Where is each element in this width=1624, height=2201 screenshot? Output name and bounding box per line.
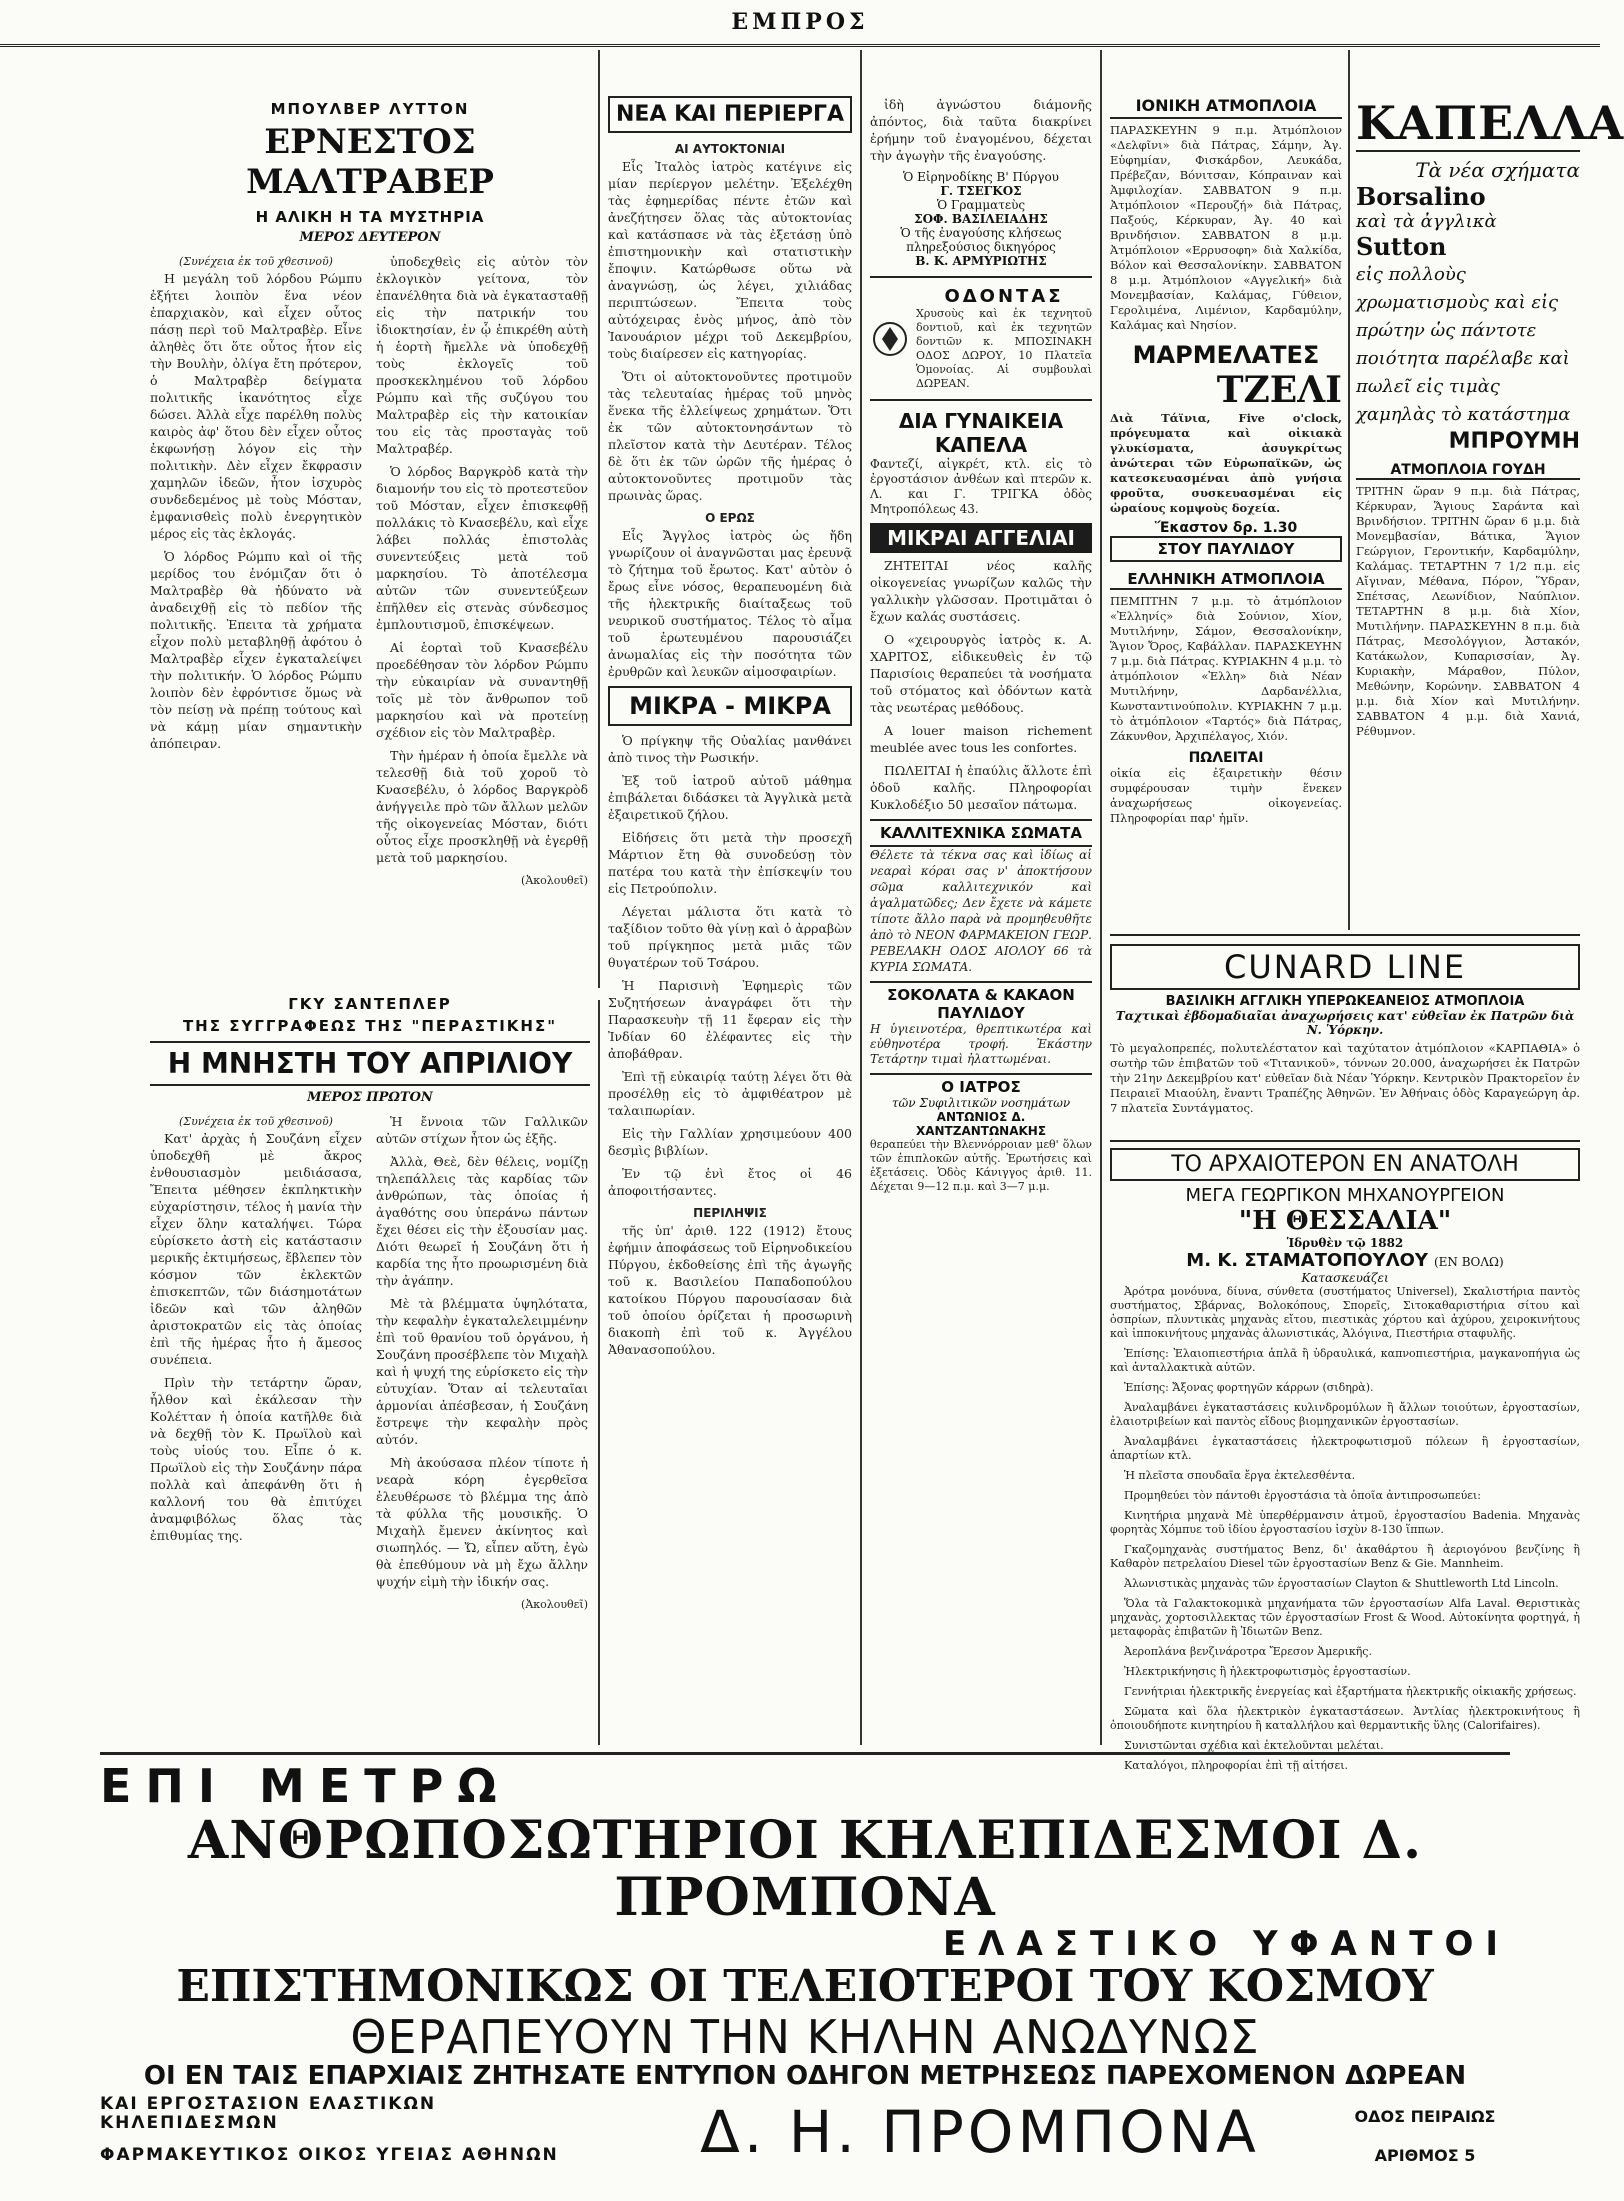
- paragraph: Ἐπίσης: Ἐλαιοπιεστήρια ἁπλᾶ ἢ ὑδραυλικά, καπνοπιεστήρια, μαγκανοπήγια ὡς καὶ ἀνταλλακτικὰ αὐτῶν.: [1110, 1347, 1580, 1374]
- thessalia-owner-place: (ΕΝ ΒΟΛΩ): [1433, 1255, 1504, 1269]
- ad-number: ΑΡΙΘΜΟΣ 5: [1374, 2146, 1476, 2166]
- hats-ad-title: ΚΑΠΕΛΛΑ: [1356, 96, 1624, 150]
- paragraph: Ἐπὶ τῇ εὐκαιρίᾳ ταύτῃ λέγει ὅτι θὰ προσέλθῃ εἰς τὸ ἀμφιθέατρον μὲ ταλαιπωρίαν.: [608, 1069, 852, 1118]
- marmalade-title: ΜΑΡΜΕΛΑΤΕΣ: [1132, 341, 1320, 369]
- paragraph: Εἷς Ἄγγλος ἰατρὸς ὡς ἤδη γνωρίζουν οἱ ἀναγνῶσται μας ἐρευνᾷ τὸ ζήτημα τοῦ ἔρωτος. Κατ' αὐτὸν ὁ ἔρως εἶνε νόσος, θεραπευομένη διὰ τῆς ἡλεκτρικῆς διαίταξεως τοῦ νευρικοῦ συστήματος. Τέλος τὸ αἷμα τοῦ ἐρωτευμένου παρουσιάζει ἀνωμαλίας εἰς τὴν ποσότητα τῶν ἐρυθρῶν καὶ λευκῶν αἱμοσφαιρίων.: [608, 528, 852, 679]
- corsets-text: Θέλετε τὰ τέκνα σας καὶ ἰδίως αἱ νεαραὶ κόραι σας ν' ἀποκτήσουν σῶμα καλλιτεχνικόν καὶ ἀγαλματῶδες; Δεν ἔχετε νὰ κάμετε τίποτε ἄλλο παρὰ νὰ προμηθευθῆτε ἀπὸ τὸ ΝΕΟΝ ΦΑΡΜΑΚΕΙΟΝ ΓΕΩΡ. ΡΕΒΕΛΑΚΗ ΟΔΟΣ ΑΙΟΛΟΥ 66 τὰ ΚΥΡΙΑ ΣΩΜΑΤΑ.: [870, 848, 1092, 974]
- ad-line-4: ΕΠΙΣΤΗΜΟΝΙΚΩΣ ΟΙ ΤΕΛΕΙΟΤΕΡΟΙ ΤΟΥ ΚΟΣΜΟΥ: [176, 1961, 1434, 2013]
- thessalia-title: ΜΕΓΑ ΓΕΩΡΓΙΚΟΝ ΜΗΧΑΝΟΥΡΓΕΙΟΝ: [1185, 1185, 1505, 1206]
- signature-name: Β. Κ. ΑΡΜΥΡΙΩΤΗΣ: [915, 254, 1047, 268]
- cunard-title: CUNARD LINE: [1110, 944, 1580, 990]
- thessalia-owner: Μ. Κ. ΣΤΑΜΑΤΟΠΟΥΛΟΥ: [1186, 1250, 1428, 1271]
- paragraph: Ἡ πλεῖστα σπουδαῖα ἔργα ἐκτελεσθέντα.: [1124, 1469, 1356, 1482]
- dentist-text: Χρυσοὺς καὶ ἐκ τεχνητοῦ δοντιοῦ, καὶ ἐκ τεχνητῶν δοντιῶν κ. ΜΠΟΣΙΝΑΚΗ ΟΔΟΣ ΔΩΡΟΥ, 10 Πλατεῖα Ὁμονοίας. Αἱ συμβουλαὶ ΔΩΡΕΑΝ.: [916, 307, 1092, 390]
- chocolate-title: ΣΟΚΟΛΑΤΑ & ΚΑΚΑΟΝ ΠΑΥΛΙΔΟΥ: [870, 981, 1092, 1022]
- thessalia-founded: Ἱδρυθὲν τῷ 1882: [1286, 1236, 1404, 1250]
- paragraph: Ἡ ἔννοια τῶν Γαλλικῶν αὐτῶν στίχων ἦτον ὡς ἑξῆς.: [376, 1114, 588, 1146]
- ads-column-6: [1356, 96, 1624, 926]
- feuilleton-subtitle: Η ΑΛΙΚΗ Η ΤΑ ΜΥΣΤΗΡΙΑ: [255, 208, 485, 226]
- paragraph: Αἱ ἑορταὶ τοῦ Κνασεβέλυ προεδέθησαν τὸν λόρδον Ρώμπυ τὴν εὐκαιρίαν νὰ συναντηθῇ τοῖς μὲ τὸν ἄνθρωπον τοῦ μαρκησίου καὶ νὰ προτείνῃ σχέδιον εἰς τὸν Μαλτραβὲρ.: [376, 640, 588, 740]
- paragraph: Συνιστῶνται σχέδια καὶ ἐκτελοῦνται μελέται.: [1124, 1739, 1384, 1752]
- thessalia-title: ΤΟ ΑΡΧΑΙΟΤΕΡΟΝ ΕΝ ΑΝΑΤΟΛΗ: [1110, 1148, 1580, 1181]
- signature: Ὁ Γραμματεὺς: [936, 198, 1026, 212]
- goudi-line-text: ΤΡΙΤΗΝ ὥραν 9 π.μ. διὰ Πάτρας, Κέρκυραν, Ἅγιους Σαράντα καὶ Βρινδήσιον. ΤΡΙΤΗΝ ὥραν 6 μ.μ. διὰ Μονεμβασίαν, Βάτικα, Ἅγιον Γεώργιον, Γεροντικήν, Καρδαμύλην, Καλάμας. ΤΕΤΑΡΤΗΝ 7 1/2 π.μ. εἰς Αἴγιναν, Μέθανα, Πόρον, Ὕδραν, Σπέτσας, Λεωνίδιον, Ναύπλιον. ΤΕΤΑΡΤΗΝ 8 μ.μ. διὰ Χίον, Μυτιλήνην. ΠΑΡΑΣΚΕΥΗΝ 8 π.μ. διὰ Πάτρας, Μεσολόγγιον, Ἀστακόν, Κατάκωλον, Κυπαρισσίαν, Ἀγ. Κυριακὴν, Μάραθον, Πύλον, Μεθώνην, Κορώνην. ΣΑΒΒΑΤΟΝ 4 μ.μ. διὰ Χίον καὶ Μυτιλήνην. ΣΑΒΒΑΤΟΝ 4 μ.μ. διὰ Χανιά, Ρέθυμνον.: [1356, 484, 1580, 738]
- column-rule: [1100, 50, 1102, 1745]
- paragraph: Ἀναλαμβάνει ἐγκαταστάσεις κυλινδρομύλων ἢ ἄλλων τοιούτων, ἐργοστασίων, ἐλαιοτριβείων καὶ παντὸς εἴδους βιομηχανικῶν ἐργοστασίων.: [1110, 1401, 1580, 1428]
- dentist-title: ΟΔΟΝΤΑΣ: [944, 286, 1064, 307]
- paragraph: Η μεγάλη τοῦ λόρδου Ρώμπυ ἐξήτει λοιπὸν ἕνα νέον ἐπαρχιακὸν, καὶ εἶχεν οὗτος πάσῃ περὶ τοῦ Μαλτραβὲρ. Εἶνε ἀληθὲς ὅτι ὅτε οὗτος ἦτον εἰς τὴν Βουλὴν, ὀλίγα ἔτη πρότερον, ὁ Μαλτραβὲρ δείγματα πολιτικῆς ἱκανότητος εἶχε δώσει. Ἀλλὰ εἶχε παρέλθη πολὺς καιρὸς ἀφ' ὅτου δὲν εἶχεν οὗτος ἐκφωνήσῃ λόγον εἰς τὴν πολιτικὴν. Δὲν εἶχεν ἔκφρασιν χαμηλῶν ἰδεῶν, ἦτον ἰσχυρὸς συνδεδεμένος μὲ τοὺς Μόσταν, ἐμφανισθεὶς πολὺ ἐνεργητικὸν μέρος εἰς τὰς ἐκλογάς.: [150, 271, 362, 541]
- paragraph: Ἀλλὰ, Θεὲ, δὲν θέλεις, νομίζῃ τηλεπάλλεις τὰς καρδίας τῶν ἀνθρώπων, τὰς ὁποίας ἡ ἀγαθότης σου ὑπεράνω πάντων ἔχει θέσει εἰς τὴν ἐξουσίαν μας. Διότι θεωρεῖ ἡ Σουζάνη ὅτι ἡ καρδία της ἦτο προωρισμένη διὰ τὴν ἀγάπην.: [376, 1154, 588, 1288]
- column-rule: [860, 50, 862, 1745]
- greek-line-title: ΕΛΛΗΝΙΚΗ ΑΤΜΟΠΛΟΙΑ: [1110, 570, 1342, 590]
- paragraph: Ὁ λόρδος Ρώμπυ καὶ οἱ τῆς μερίδος του ἐνόμιζαν ὅτι ὁ Μαλτραβὲρ θὰ ἠδύνατο νὰ ἀναδειχθῇ εἰς τὸ πεδίον τῆς πολιτικῆς. Ἐπειτα τὰ χρήματα εἶχον πολὺ μεταβληθῇ ἀφότου ὁ Μαλτραβὲρ εἶχεν ἐγκαταλείψει τὴν πολιτικήν. Ὁ λόρδος Ρώμπυ λοιπὸν δὲν ἐφρόντισε ὅμως νὰ τὸν πείσῃ νὰ πρέπῃ τούτους καὶ νὰ κάμῃ μίαν σημαντικὴν ἀπόπειραν.: [150, 549, 362, 751]
- corsets-title: ΚΑΛΛΙΤΕΧΝΙΚΑ ΣΩΜΑΤΑ: [870, 819, 1092, 847]
- paragraph: Εἷς Ἰταλὸς ἰατρὸς κατέγινε εἰς μίαν περίεργον μελέτην. Ἐξελέχθη τὰς ἐφημερίδας πέντε ἐτῶν καὶ ἀνεζήτησεν ὅλας τὰς αὐτοκτονίας καὶ κατάσπασε νὰ τὰς ἐξετάσῃ ὑπὸ ἐπιστημονικὴν καὶ στατιστικὴν ἔποψιν. Κατώρθωσε οὕτω νὰ ἀναγνώσῃ, ὡς λέγει, χιλιάδας περιπτώσεων. Ἔπειτα τοὺς αὐτόχειρας ἐνὸς μήνος, ἀπὸ τὸν Ἰανουάριον μέχρι τοῦ Δεκεμβρίου, τοὺς διαίρεσεν εἰς κατηγορίας.: [608, 159, 852, 361]
- summary-title: ΠΕΡΙΛΗΨΙΣ: [693, 1206, 767, 1220]
- doctor-subtitle: τῶν Συφιλιτικῶν νοσημάτων: [891, 1096, 1071, 1110]
- hats-ad-line: εἰς πολλοὺς χρωματισμοὺς καὶ εἰς πρώτην ὡς πάντοτε ποιότητα παρέλαβε καὶ πωλεῖ εἰς τιμὰς χαμηλὰς τὸ κατάστημα: [1356, 264, 1571, 425]
- column-rule: [1348, 50, 1350, 930]
- paragraph: Εἰς τὴν Γαλλίαν χρησιμεύουν 400 δεσμὶς βιβλίων.: [608, 1126, 852, 1158]
- hats-title: ΔΙΑ ΓΥΝΑΙΚΕΙΑ ΚΑΠΕΛΑ: [898, 409, 1064, 457]
- paragraph: Λέγεται μάλιστα ὅτι κατὰ τὸ ταξίδιον τοῦτο θὰ γίνῃ καὶ ὁ ἀρραβὼν τοῦ πρίγκηπος μετὰ μιᾶς τῶν θυγατέρων τοῦ Τσάρου.: [608, 904, 852, 970]
- news-item-title: ΑΙ ΑΥΤΟΚΤΟΝΙΑΙ: [674, 142, 786, 156]
- cunard-subtitle: Ταχτικαὶ ἐβδομαδιαῖαι ἀναχωρήσεις κατ' εὐθεῖαν ἐκ Πατρῶν διὰ Ν. Ὑόρκην.: [1115, 1009, 1575, 1037]
- feuilleton-author: ΓΚΥ ΣΑΝΤΕΠΛΕΡ: [288, 995, 452, 1013]
- for-sale-text: οἰκία εἰς ἐξαιρετικὴν θέσιν συμφέρουσαν τιμὴν ἕνεκεν ἀναχωρήσεως οἰκογενείας. Πληροφορίαι παρ' ἡμῖν.: [1110, 766, 1342, 825]
- ad-line-2: ΑΝΘΡΩΠΟΣΩΤΗΡΙΟΙ ΚΗΛΕΠΙΔΕΣΜΟΙ Δ. ΠΡΟΜΠΟΝΑ: [187, 1809, 1423, 1928]
- news-item-title: Ο ΕΡΩΣ: [705, 511, 755, 525]
- ad-line-1: ΕΠΙ ΜΕΤΡΩ: [100, 1759, 511, 1813]
- signature: Ὁ τῆς ἐναγούσης κλήσεως πληρεξούσιος δικηγόρος: [900, 226, 1062, 254]
- signature-name: Γ. ΤΣΕΓΚΟΣ: [940, 184, 1022, 198]
- feuilleton-part: ΜΕΡΟΣ ΠΡΩΤΟΝ: [307, 1090, 433, 1105]
- doctor-title: Ο ΙΑΤΡΟΣ: [870, 1073, 1092, 1096]
- cunard-text: Τὸ μεγαλοπρεπές, πολυτελέστατον καὶ ταχύτατον ἀτμόπλοιον «ΚΑΡΠΑΘΙΑ» ὁ σωτὴρ τῶν ἐπιβατῶν τοῦ «Τιτανικοῦ», τόννων 20.000, ἀναχωρήσει ἐκ Πατρῶν τὴν 21ην Δεκεμβρίου κατ' εὐθεῖαν διὰ Νέαν Ὑόρκην. Κεντρικὸν Πρακτορεῖον ἐν Πειραιεῖ Μιαούλη, ἔναντι Τραπέζης Ἀθηνῶν. Ἐν Ἀθήναις ὁδὸς Καραγεώργη ἀρ. 7 πλατεῖα Συντάγματος.: [1110, 1041, 1580, 1115]
- paragraph: Γεννήτριαι ἠλεκτρικῆς ἐνεργείας καὶ ἐξαρτήματα ἠλεκτρικῆς οἰκιακῆς χρήσεως.: [1124, 1685, 1577, 1698]
- feuilleton-series: ΤΗΣ ΣΥΓΓΡΑΦΕΩΣ ΤΗΣ "ΠΕΡΑΣΤΙΚΗΣ": [182, 1017, 558, 1035]
- hats-text: Φαντεζί, αἰγκρέτ, κτλ. εἰς τὸ ἐργοστάσιον ἀνθέων καὶ πτερῶν κ. Λ. και Γ. ΤΡΙΓΚΑ ὁδὸς Μητροπόλεως 43.: [870, 457, 1092, 516]
- continued-note: (Συνέχεια ἐκ τοῦ χθεσινοῦ): [179, 255, 333, 268]
- paragraph: Εἰδήσεις ὅτι μετὰ τὴν προσεχῆ Μάρτιον ἔτη θὰ συνοδεύσῃ τὸν πατέρα του κατὰ τὴν ἐπίσκεψίν του εἰς Πετρούπολιν.: [608, 830, 852, 896]
- feuilleton-title: ΕΡΝΕΣΤΟΣ ΜΑΛΤΡΑΒΕΡ: [246, 122, 494, 202]
- paragraph: Ἀλωνιστικὰς μηχανὰς τῶν ἐργοστασίων Clayton & Shuttleworth Ltd Lincoln.: [1124, 1577, 1559, 1590]
- paragraph: Ὅλα τὰ Γαλακτοκομικὰ μηχανήματα τῶν ἐργοστασίων Alfa Laval. Θεριστικὰς μηχανὰς, χορτοσιλλεκτας τῶν ἐργοστασίων Frost & Wood. Αὐτοκίνητα φορτηγά, ἡ μεταφορὰς ἐπιβατῶν ἢ Ἰδιωτῶν Benz.: [1110, 1597, 1580, 1638]
- paragraph: Γκαζομηχανὰς συστήματος Benz, δι' ἀκαθάρτου ἢ ἀεριογόνου βενζίνης ἢ Καθαρὸν πετρελαίου Diesel τῶν ἐργοστασίων Benz & Gie. Mannheim.: [1110, 1543, 1580, 1570]
- classified: ΖΗΤΕΙΤΑΙ νέος καλῆς οἰκογενείας γνωρίζων καλῶς τὴν γαλλικὴν γλῶσσαν. Προτιμᾶται ὁ ἔχων καλάς συστάσεις.: [870, 558, 1092, 624]
- hats-ad-line: καὶ τὰ ἀγγλικὰ: [1356, 211, 1497, 232]
- marmalade-shop: ΣΤΟΥ ΠΑΥΛΙΔΟΥ: [1110, 536, 1342, 562]
- ads-column-5: [1110, 96, 1342, 926]
- hats-ad-shop: ΜΠΡΟΥΜΗ: [1448, 429, 1580, 454]
- ad-line-7: ΚΑΙ ΕΡΓΟΣΤΑΣΙΟΝ ΕΛΑΣΤΙΚΩΝ ΚΗΛΕΠΙΔΕΣΜΩΝ: [100, 2093, 437, 2133]
- hats-ad-line: Τὰ νέα σχήματα: [1415, 158, 1580, 182]
- marmalade-brand: ΤΖΕΛΙ: [1216, 369, 1342, 411]
- thessalia-ad: [1110, 1140, 1580, 1772]
- feuilleton-author: ΜΠΟΥΛΒΕΡ ΛΥΤΤΟΝ: [270, 100, 470, 118]
- paragraph: Ὁ λόρδος Βαργκρὸδ κατὰ τὴν διαμονήν του εἰς τὸ προτεστεῦον τοῦ Μόσταν, εἶχεν ἐπισκεφθῇ πολλάκις τὸ Κνασεβέλυ, καὶ εἶχε λάβει πολλάς ἐπιστολὰς συνεντεύξεις μετὰ τοῦ μαρκησίου. Τὸ ἀποτέλεσμα αὐτῶν τῶν συνεντεύξεων ἐπῆλθεν εἰς στενὰς σύνδεσμος ἐμπλουτισμοῦ, ἐπισκέψεων.: [376, 464, 588, 632]
- doctor-name: ΑΝΤΩΝΙΟΣ Δ. ΧΑΝΤΖΑΝΤΩΝΑΚΗΣ: [915, 1110, 1047, 1138]
- paragraph: τῆς ὑπ' ἀριθ. 122 (1912) ἔτους ἐφήμιν ἀποφάσεως τοῦ Εἰρηνοδικείου Πύργου, ἐκδοθείσης ἐπὶ τῆς ἀγωγῆς τοῦ κ. Βασιλείου Παπαδοπούλου κατοίκου Πύργου παρουσίασαν διὰ τοῦ ὁποίου ὁρίζεται ἡ προσωρινὴ διακοπὴ ἐπὶ τοῦ κ. Ἀγγέλου Ἀθανασοπούλου.: [608, 1223, 852, 1357]
- to-follow-note: (Ἀκολουθεῖ): [521, 1598, 588, 1611]
- paragraph: Ἡ Παρισινὴ Ἐφημερὶς τῶν Συζητήσεων ἀναγράφει ὅτι τὴν Παρασκευὴν τῇ 11 ἔφεραν εἰς τὴν Ἰνδίαν 60 ἐλέφαντες εἰς τὴν ἀποβάθραν.: [608, 978, 852, 1061]
- paragraph: Ἠλεκτρικήνησις ἢ ἠλεκτροφωτισμὸς ἐργοστασίων.: [1124, 1665, 1411, 1678]
- classifieds-title: ΜΙΚΡΑΙ ΑΓΓΕΛΙΑΙ: [870, 523, 1092, 553]
- brand-sutton: Sutton: [1356, 232, 1447, 261]
- crest-icon: [870, 319, 910, 359]
- marmalade-text: Διὰ Τάϊνια, Five o'clock, πρόγευματα καὶ οἰκιακὰ γλυκίσματα, ἀσυγκρίτως ἀνώτεραι τῶν Εὐρωπαϊκῶν, ὡς κατεσκευασμέναι ἀπὸ γνήσια φροῦτα, συσκευασμέναι εἰς ὡραίους κομψοὺς δοχεία.: [1110, 411, 1342, 515]
- chocolate-text: Η ὑγιεινοτέρα, θρεπτικωτέρα καὶ εὐθηνοτέρα τροφή. Ἐκάστην Τετάρτην τιμαὶ ἠλαττωμέναι.: [870, 1022, 1092, 1066]
- cunard-subtitle: ΒΑΣΙΛΙΚΗ ΑΓΓΛΙΚΗ ΥΠΕΡΩΚΕΑΝΕΙΟΣ ΑΤΜΟΠΛΟΙΑ: [1165, 994, 1525, 1009]
- thessalia-make: Κατασκευάζει: [1301, 1271, 1389, 1285]
- ad-line-5: ΘΕΡΑΠΕΥΟΥΝ ΤΗΝ ΚΗΛΗΝ ΑΝΩΔΥΝΩΣ: [350, 2009, 1260, 2064]
- classified: A louer maison richement meublée avec tous les confortes.: [870, 723, 1092, 755]
- ad-big-name: Δ. Η. ΠΡΟΜΠΟΝΑ: [700, 2098, 1260, 2167]
- paragraph: Ἐπίσης: Ἄξονας φορτηγῶν κάρρων (σιδηρὰ).: [1124, 1381, 1374, 1394]
- paragraph: Ὅτι οἱ αὐτοκτονοῦντες προτιμοῦν τὰς τελευταίας ἡμέρας τοῦ μηνὸς ἕνεκα τῆς ἐλλείψεως χρημάτων. Ὅτι ἐκ τῶν αὐτοκτονησάντων τὸ πλεῖστον κατὰ τὴν Δευτέραν. Τέλος δὲ ὅτι ἐκ τῶν ὡρῶν τῆς ἡμέρας ὁ αὐτοκτονοῦντες προτιμοῦν τὰς πρωινὰς ὥρας.: [608, 369, 852, 503]
- feuilleton-part: ΜΕΡΟΣ ΔΕΥΤΕΡΟΝ: [299, 230, 441, 245]
- paragraph: Πρὶν τὴν τετάρτην ὥραν, ἦλθον καὶ ἐκάλεσαν τὴν Κολέτταν ἡ ὁποία κατῆλθε διὰ νὰ δεχθῇ τὸν Κ. Πρωϊλοὺ καὶ τοὺς υἱούς του. Εἶπε ὁ κ. Πρωϊλοὺ εἰς τὴν Σουζάνην πάρα πολλὰ καὶ ἀπεφάνθη ὅτι ἡ καλλονή του θὰ ἐπιτύχει ἀναμφιβόλως ὅλας τὰς ἐπιθυμίας της.: [150, 1375, 362, 1543]
- feuilleton-title: Η ΜΝΗΣΤΗ ΤΟΥ ΑΠΡΙΛΙΟΥ: [150, 1041, 590, 1086]
- ionian-text: ΠΑΡΑΣΚΕΥΗΝ 9 π.μ. Ἀτμόπλοιον «Δελφῖνι» διὰ Πάτρας, Σάμην, Ἀγ. Εὐφημίαν, Φισκάρδον, Λευκάδα, Πρέβεζαν, Βόνιτσαν, Κόπραιναν καὶ Ἀμφιλοχίαν. ΣΑΒΒΑΤΟΝ 9 π.μ. Ἀτμόπλοιον «Περουζή» διὰ Πάτρας, Παξούς, Κέρκυραν, Ἀγ. 40 καὶ Βρινδήσιον. ΣΑΒΒΑΤΟΝ 8 μ.μ. Ἀτμόπλοιον «Ερρυσοφη» διὰ Χαλκίδα, Βόλον καὶ Θεσσαλονίκην. ΣΑΒΒΑΤΟΝ 8 μ.μ. Ἀτμόπλοιον «Αγγελική» διὰ Μονεμβασίαν, Καλάμας, Γύθειον, Γερολιμένα, Λιμένιον, Καρδαμύλην, Καλάμας καὶ Νησίον.: [1110, 123, 1342, 332]
- goudi-line-title: ΑΤΜΟΠΛΟΙΑ ΓΟΥΔΗ: [1356, 462, 1580, 480]
- paragraph: Ἀρότρα μονόυνα, δίυνα, σύνθετα (συστήματος Universel), Σκαλιστήρια παντὸς συστήματος, Σβάρνας, Βολοκόπους, Σπορεῖς, Σιτοκαθαριστήρια σίτου καὶ ὀσπρίων, πλυντικὰς μηχανὰς εἴτου, πιεστικὰς χόρτου καὶ ἀχύρου, χειροκινήτους καὶ ἱπποκινήτους μηχανὰς ἀλωνιστικάς, Ἀλόγινα, Πιεστήρια σταφυλῆς.: [1110, 1285, 1580, 1340]
- ad-line-3: ΕΛΑΣΤΙΚΟ ΥΦΑΝΤΟΙ: [942, 1923, 1510, 1964]
- ads-column-4: [870, 96, 1092, 1746]
- trusses-ad: [100, 1752, 1510, 2185]
- news-title: ΝΕΑ ΚΑΙ ΠΕΡΙΕΡΓΑ: [608, 96, 852, 133]
- news-column: [608, 96, 852, 1746]
- paragraph: Καταλόγοι, πληροφορίαι ἐπὶ τῇ αἰτήσει.: [1124, 1759, 1349, 1772]
- paragraph: Κατ' ἀρχὰς ἡ Σουζάνη εἶχεν ὑποδεχθῆ μὲ ἄκρος ἐνθουσιασμὸν μειδιάσασα, Ἔπειτα μέθησεν ἐκπληκτικὴν εὐχαρίστησιν, τέλος ἡ μανία τὴν εἶχεν ὅλην καταλήψει. Τώρα εὑρίσκετο ἀστὴ εἰς κατάστασιν μερικῆς ἐκτιμήσεως, ἔβλεπεν τὸν κόσμον τῶν ἐκλεκτῶν ἐπισκεπτῶν, τῶν διάσημοτάτων ἰδεῶν καὶ τῶν ἀληθῶν ἀριστοκρατῶν εἰς τὰς ὁποίας ἐπὶ τῆς ἡμέρας ἦτο ἡ ἄμεσος συνέπεια.: [150, 1131, 362, 1367]
- for-sale-title: ΠΩΛΕΙΤΑΙ: [1188, 750, 1264, 766]
- signature-name: ΣΟΦ. ΒΑΣΙΛΕΙΑΔΗΣ: [914, 212, 1048, 226]
- thessalia-name: "Η ΘΕΣΣΑΛΙΑ": [1238, 1206, 1452, 1236]
- paragraph: Σῶματα καὶ ὅλα ἠλεκτρικὸν ἐγκαταστάσεων. Ἀντλίας ἠλεκτροκινήτους ἢ ὁποιουδήποτε κινητηρίου ἢ καταλλήλου καὶ θερμαντικῆς ὕλης (Calorifaires).: [1110, 1705, 1580, 1732]
- signature: Ὁ Εἰρηνοδίκης Β' Πύργου: [903, 170, 1059, 184]
- paragraph: Ἀεροπλάνα βενζινάροτρα Ἔρεσον Ἀμερικῆς.: [1124, 1645, 1372, 1658]
- classified: Ο «χειρουργὸς ἰατρὸς κ. Α. ΧΑΡΙΤΟΣ, εἰδικευθεὶς ἐν τῷ Παρισίοις θεραπεύει τὰ νοσήματα τοῦ στόματος καὶ ὀδόντων κατὰ τὰς νεωτέρας μεθόδους.: [870, 632, 1092, 715]
- greek-line-text: ΠΕΜΠΤΗΝ 7 μ.μ. τὸ ἀτμόπλοιον «Ἐλληνίς» διὰ Σούνιον, Χίον, Μυτιλήνην, Σάμον, Θεσσαλονίκην, Ἅγιον Ὄρος, Καβάλλαν. ΠΑΡΑΣΚΕΥΗΝ 7 μ.μ. διὰ Πάτρας. ΚΥΡΙΑΚΗΝ 4 μ.μ. τὸ ἀτμόπλοιον «Ἐλλη» διὰ Νέαν Μυτιλήνην, Δαρδανέλλια, Κωνσταντινούπολιν. ΚΥΡΙΑΚΗΝ 7 μ.μ. τὸ ἀτμόπλοιον «Ταρτός» διὰ Πάτρας, Ζάκυνθον, Ἀρχιπέλαγος, Χιόν.: [1110, 594, 1342, 743]
- brand-borsalino: Borsalino: [1356, 182, 1486, 211]
- paragraph: ἰδὴ ἀγνώστου διάμονῆς ἀπόντος, διὰ ταῦτα διακρίνει ἐρήμην τοῦ ἐναγομένου, δέχεται τὴν ἀγωγὴν τῆς ἐναγούσης.: [870, 97, 1092, 163]
- doctor-text: θεραπεύει τὴν Βλεννόρροιαν μεθ' ὅλων τῶν ἐπιπλοκῶν αὐτῆς. Ἐρωτήσεις καὶ ἐξετάσεις. Ὁδὸς Κάνιγγος ἀριθ. 11. Δέχεται 9—12 π.μ. καὶ 3—7 μ.μ.: [870, 1138, 1092, 1193]
- paragraph: Μὲ τὰ βλέμματα ὑψηλότατα, τὴν κεφαλὴν ἐγκαταλελειμμένην ἐπὶ τοῦ θρανίου τοῦ ὀργάνου, ἡ Σουζάνη προσέβλεπε τὸν Μιχαὴλ καὶ ἡ ψυχή της εὑρίσκετο εἰς τὴν εὐτυχίαν. Ὅταν αἱ τελευταῖαι ἁρμονίαι ἀπέσβεσαν, ἡ Σουζάνη ἔστρεψε τὴν κεφαλὴν πρὸς αὐτόν.: [376, 1296, 588, 1447]
- marmalade-price: Ἕκαστον δρ. 1.30: [1154, 520, 1298, 536]
- paragraph: Τὴν ἡμέραν ἡ ὁποία ἔμελλε νὰ τελεσθῇ διὰ τοῦ χοροῦ τὸ Κνασεβέλυ, ὁ λόρδος Βαργκρὸδ ἀνήγγειλε πρὸ τῶν ἄλλων μελῶν τῆς οἰκογενείας Μόσταν, διότι οὗτος εἶχε προσκληθῇ νὰ ἐγερθῇ μετὰ τοῦ μαρκησίου.: [376, 748, 588, 865]
- paragraph: Προμηθεύει τὸν πάντοθι ἐργοστάσια τὰ ὁποῖα ἀντιπροσωπεύει:: [1124, 1489, 1482, 1502]
- ad-line-8: ΦΑΡΜΑΚΕΥΤΙΚΟΣ ΟΙΚΟΣ ΥΓΕΙΑΣ ΑΘΗΝΩΝ: [100, 2145, 559, 2166]
- classified: ΠΩΛΕΙΤΑΙ ἡ ἐπαύλις ἄλλοτε ἐπὶ ὁδοῦ καλῆς. Πληροφορίαι Κυκλοδέξιο 50 μεσαῖον πάτωμα.: [870, 763, 1092, 812]
- paragraph: Ἐν τῷ ἑνὶ ἔτος οἱ 46 ἀποφοιτήσαντες.: [608, 1166, 852, 1198]
- feuilleton-maltravers: [150, 100, 590, 980]
- cunard-ad: [1110, 934, 1580, 1116]
- paragraph: Ἀναλαμβάνει ἐγκαταστάσεις ἠλεκτροφωτισμοῦ πόλεων ἢ ἐργοστασίων, ἀπαρτίων κτλ.: [1110, 1435, 1580, 1462]
- small-news-title: ΜΙΚΡΑ - ΜΙΚΡΑ: [608, 686, 852, 726]
- ad-line-6: ΟΙ ΕΝ ΤΑΙΣ ΕΠΑΡΧΙΑΙΣ ΖΗΤΗΣΑΤΕ ΕΝΤΥΠΟΝ ΟΔΗΓΟΝ ΜΕΤΡΗΣΕΩΣ ΠΑΡΕΧΟΜΕΝΟΝ ΔΩΡΕΑΝ: [143, 2061, 1467, 2092]
- paragraph: Μὴ ἀκούσασα πλέον τίποτε ἡ νεαρὰ κόρη ἐγερθεῖσα ἐλευθέρωσε τὸ βλέμμα της ἀπὸ τὰ φύλλα τῆς μουσικῆς. Ὁ Μιχαὴλ ἔμενεν ἀκίνητος καὶ σιωπηλός. — Ὤ, εἶπεν αὕτη, ἐγὼ θὰ ἐπεθύμουν νὰ μὴ ἔχω ἄλλην ψυχήν εἰμὴ τὴν ἰδικήν σας.: [376, 1455, 588, 1589]
- feuilleton-april-bride: [150, 995, 590, 1745]
- masthead: ΕΜΠΡΟΣ: [0, 0, 1600, 47]
- continued-note: (Συνέχεια ἐκ τοῦ χθεσινοῦ): [179, 1115, 333, 1128]
- paragraph: Κινητήρια μηχανὰ Μὲ ὑπερθέρμανσιν ἀτμοῦ, ἐργοστασίου Badenia. Μηχανὰς φορητὰς Χόμπυε τοῦ ἰδίου ἐργοστασίου ἰσχὺν 8-130 ἵππων.: [1110, 1509, 1580, 1536]
- ionian-title: ΙΟΝΙΚΗ ΑΤΜΟΠΛΟΙΑ: [1110, 96, 1342, 119]
- paragraph: Ὁ πρίγκηψ τῆς Οὐαλίας μανθάνει ἀπὸ τινος τὴν Ρωσικήν.: [608, 733, 852, 765]
- paragraph: Ἐξ τοῦ ἰατροῦ αὐτοῦ μάθημα ἐπιβάλεται διδάσκει τὰ Ἀγγλικὰ μετὰ ἐξαιρετικοῦ ζήλου.: [608, 773, 852, 822]
- column-rule: [598, 50, 600, 988]
- paragraph: ὑποδεχθεὶς εἰς αὐτὸν τὸν ἐκλογικὸν γείτονα, τὸν ἐπανέλθητα διὰ νὰ ἐγκατασταθῇ εἰς τὴν πατρικήν του ἰδιοκτησίαν, ἐν ᾧ ἐπικρέθη αὐτὴ ἡ ἑορτὴ ἤμελλε νὰ ὑποδεχθῇ τοὺς ἐκλογεῖς τοῦ προσκεκλημένου τοῦ λόρδου Ρώμπυ καὶ τῆς συζύγου του Μαλτραβὲρ εἰς τὴν κατοικίαν του εἰς τὰς προσταγὰς τοῦ Μαλτραβέρ.: [376, 254, 588, 456]
- column-rule: [598, 1000, 600, 1745]
- to-follow-note: (Ἀκολουθεῖ): [521, 874, 588, 887]
- ad-street: ΟΔΟΣ ΠΕΙΡΑΙΩΣ: [1354, 2106, 1496, 2126]
